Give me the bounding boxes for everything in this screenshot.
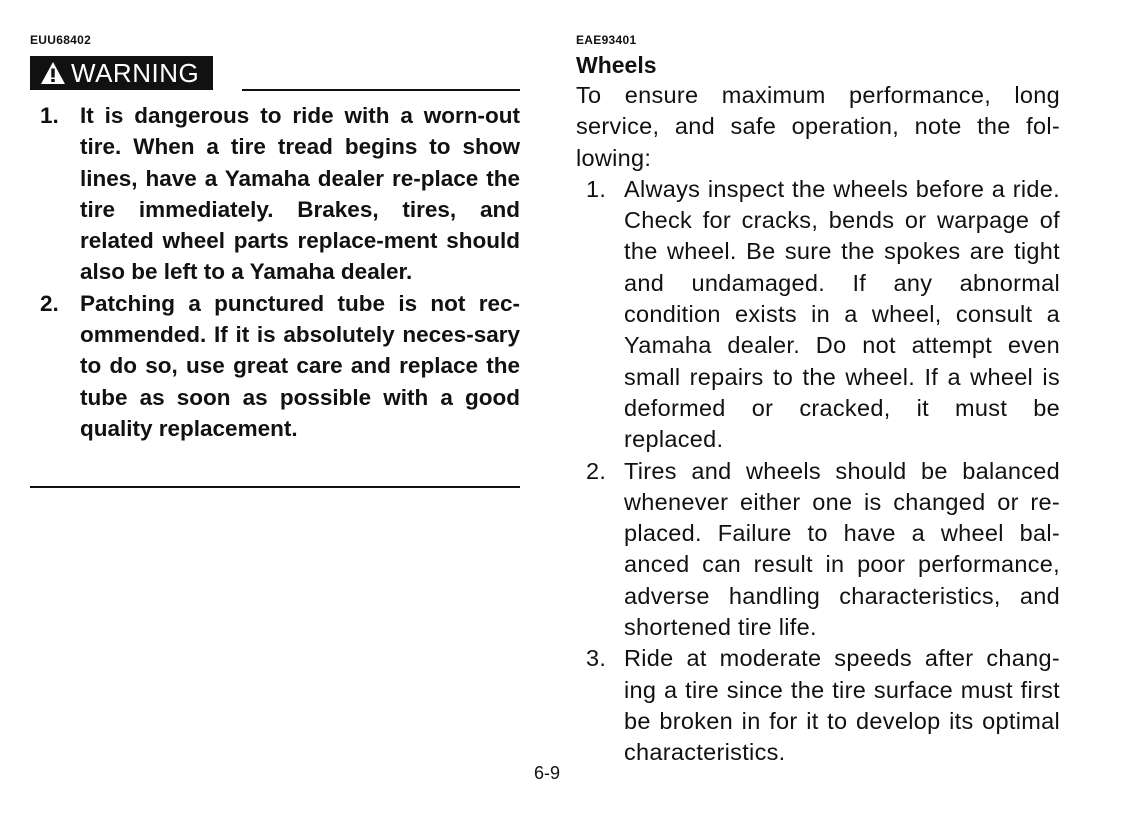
section-code-left: EUU68402 <box>30 33 92 47</box>
list-item-number: 2. <box>586 457 607 484</box>
list-item-number: 1. <box>586 175 607 202</box>
warning-rule-bottom <box>30 486 520 488</box>
list-item <box>576 174 1060 456</box>
warning-item-number: 1. <box>40 103 59 128</box>
list-item-text: Ride at moderate speeds after chang-ing a tire since the tire surface must first be broken in for it to develop its optimal characteristics. <box>624 645 1060 766</box>
warning-label: WARNING <box>71 57 200 88</box>
warning-rule-top <box>242 89 520 91</box>
list-item <box>576 456 1060 644</box>
section-title: Wheels <box>576 52 657 78</box>
warning-item-text: It is dangerous to ride with a worn-out tire. When a tire tread begins to show lines, have a Yamaha dealer re-place the tire immediately. Brakes, tires, and related wheel parts replace-ment should also be left to a Yamaha dealer. <box>80 103 520 285</box>
warning-item-number: 2. <box>40 290 59 316</box>
list-item <box>576 643 1060 768</box>
wheels-section <box>576 50 1060 769</box>
warning-item <box>30 288 520 444</box>
wheel-steps-list <box>576 174 1060 769</box>
warning-item-text: Patching a punctured tube is not rec-ommended. If it is absolutely neces-sary to do so, use great care and replace the tube as soon as possible with a good quality replacement. <box>80 290 520 441</box>
warning-item <box>30 100 520 288</box>
warning-badge <box>30 56 213 90</box>
section-intro: To ensure maximum performance, long service, and safe operation, note the fol-lowing: <box>576 82 1060 171</box>
warning-list <box>30 100 520 444</box>
list-item-number: 3. <box>586 645 607 672</box>
warning-triangle-icon <box>40 61 66 85</box>
warning-header <box>30 56 520 92</box>
list-item-text: Tires and wheels should be balanced whenever either one is changed or re-placed. Failure to have a wheel bal-anced can result in poor performance, adverse handling characteristics, and shortened tire life. <box>624 457 1060 641</box>
section-code-right: EAE93401 <box>576 33 637 47</box>
list-item-text: Always inspect the wheels before a ride. Check for cracks, bends or warpage of the wheel. Be sure the spokes are tight and undamaged. If any abnormal condition exists in a wheel, consult a Yamaha dealer. Do not attempt even small repairs to the wheel. If a wheel is deformed or cracked, it must be replaced. <box>624 175 1060 453</box>
page-number: 6-9 <box>534 763 561 783</box>
